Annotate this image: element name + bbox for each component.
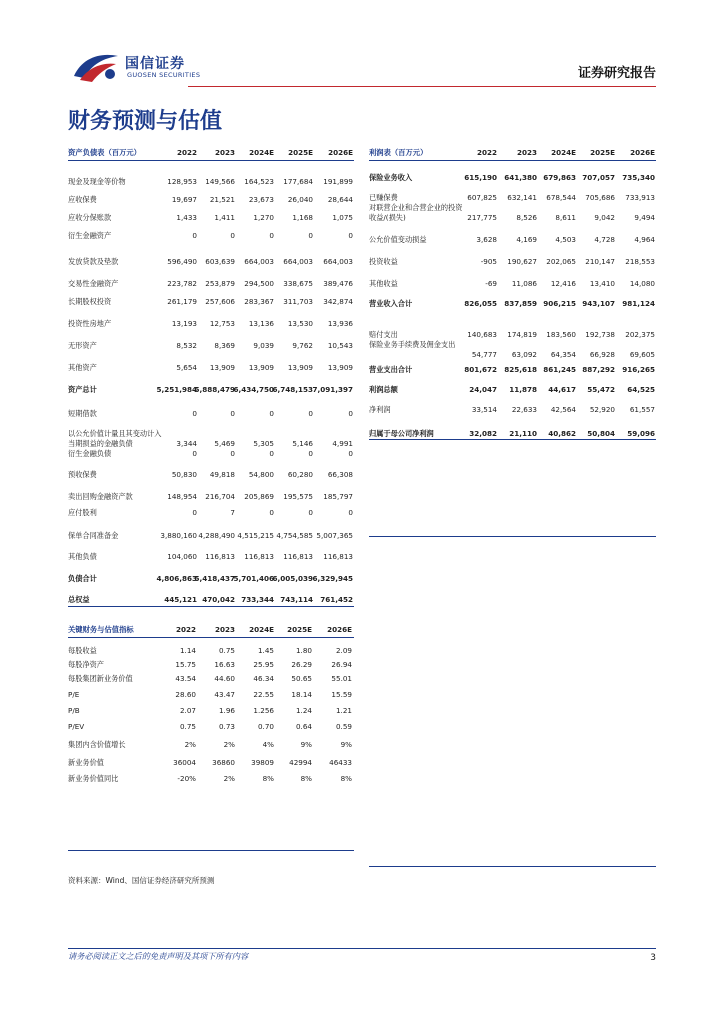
cell-value: 217,775 <box>467 213 497 222</box>
cell-value: 13,909 <box>287 363 313 372</box>
cell-value: 22,633 <box>511 405 537 414</box>
cell-value: 705,686 <box>585 193 615 202</box>
cell-value: 54,777 <box>471 350 497 359</box>
cell-value: 36004 <box>173 758 196 767</box>
cell-value: 66,928 <box>589 350 615 359</box>
row-label: 应收保费 <box>68 195 97 204</box>
cell-value: 861,245 <box>543 365 576 374</box>
cell-value: 6,748,153 <box>272 385 313 394</box>
cell-value: 3,344 <box>176 439 197 448</box>
year-header-2023: 2023 <box>214 148 235 157</box>
row-label: 投资收益 <box>369 257 398 266</box>
cell-value: 632,141 <box>507 193 537 202</box>
table-title: 关键财务与估值指标 <box>68 625 134 634</box>
cell-value: 223,782 <box>167 279 197 288</box>
cell-value: 2% <box>223 740 235 749</box>
cell-value: 1.256 <box>253 706 274 715</box>
cell-value: 23,673 <box>248 195 274 204</box>
cell-value: 0.75 <box>218 646 235 655</box>
cell-value: 0 <box>269 449 274 458</box>
cell-value: 733,344 <box>241 595 274 604</box>
cell-value: 1.21 <box>335 706 352 715</box>
cell-value: 906,215 <box>543 299 576 308</box>
cell-value: -69 <box>485 279 497 288</box>
row-label: 应收分保账款 <box>68 213 112 222</box>
cell-value: 8% <box>300 774 312 783</box>
cell-value: 4,169 <box>516 235 537 244</box>
right-column-bottom-rule <box>369 866 656 868</box>
cell-value: 13,909 <box>209 363 235 372</box>
row-label: 每股集团新业务价值 <box>68 674 133 683</box>
cell-value: 1.45 <box>257 646 274 655</box>
cell-value: 28.60 <box>175 690 196 699</box>
cell-value: 5,654 <box>176 363 197 372</box>
cell-value: 5,146 <box>292 439 313 448</box>
cell-value: 679,863 <box>543 173 576 182</box>
cell-value: 943,107 <box>582 299 615 308</box>
cell-value: 3,880,160 <box>160 531 197 540</box>
cell-value: 733,913 <box>625 193 655 202</box>
year-header-2026e: 2026E <box>630 148 655 157</box>
cell-value: 22.55 <box>253 690 274 699</box>
cell-value: 837,859 <box>504 299 537 308</box>
cell-value: 13,136 <box>248 319 274 328</box>
cell-value: 39809 <box>251 758 274 767</box>
table-bottom-rule <box>369 439 656 440</box>
year-header-2025e: 2025E <box>287 625 312 634</box>
cell-value: 283,367 <box>244 297 274 306</box>
cell-value: 61,557 <box>629 405 655 414</box>
cell-value: 0 <box>308 449 313 458</box>
cell-value: 664,003 <box>323 257 353 266</box>
cell-value: 0 <box>348 231 353 240</box>
cell-value: 13,410 <box>589 279 615 288</box>
cell-value: 641,380 <box>504 173 537 182</box>
cell-value: 342,874 <box>323 297 353 306</box>
row-label: 衍生金融资产 <box>68 231 112 240</box>
cell-value: 294,500 <box>244 279 274 288</box>
row-label: 净利润 <box>369 405 391 414</box>
cell-value: 59,096 <box>627 429 655 438</box>
cell-value: 0 <box>308 508 313 517</box>
cell-value: 202,375 <box>625 330 655 339</box>
year-header-2022: 2022 <box>175 625 196 634</box>
cell-value: 1.80 <box>295 646 312 655</box>
logo-chinese-name: 国信证券 <box>125 56 185 72</box>
cell-value: 4% <box>262 740 274 749</box>
cell-value: 4,288,490 <box>198 531 235 540</box>
table-header <box>68 147 354 161</box>
page-title: 财务预测与估值 <box>68 109 223 134</box>
cell-value: 52,920 <box>589 405 615 414</box>
cell-value: 916,265 <box>622 365 655 374</box>
cell-value: 36860 <box>212 758 235 767</box>
cell-value: 64,525 <box>627 385 655 394</box>
cell-value: 32,082 <box>469 429 497 438</box>
year-header-2024e: 2024E <box>249 148 274 157</box>
cell-value: 261,179 <box>167 297 197 306</box>
cell-value: 9,039 <box>253 341 274 350</box>
cell-value: 8% <box>262 774 274 783</box>
row-label: 保单合同准备金 <box>68 531 119 540</box>
cell-value: 1,270 <box>253 213 274 222</box>
year-header-2024e: 2024E <box>551 148 576 157</box>
row-label: 以公允价值计量且其变动计入当期损益的金融负债 <box>68 429 162 448</box>
cell-value: 0.59 <box>335 722 352 731</box>
cell-value: 0 <box>192 508 197 517</box>
row-label: 保险业务收入 <box>369 173 413 182</box>
cell-value: 190,627 <box>507 257 537 266</box>
cell-value: 15.59 <box>331 690 352 699</box>
row-label: 应付股利 <box>68 508 97 517</box>
cell-value: 3,628 <box>476 235 497 244</box>
cell-value: 1,433 <box>176 213 197 222</box>
cell-value: 13,909 <box>327 363 353 372</box>
row-label: 营业收入合计 <box>369 299 413 308</box>
cell-value: 607,825 <box>467 193 497 202</box>
cell-value: 11,878 <box>509 385 537 394</box>
cell-value: 0 <box>269 409 274 418</box>
cell-value: 8,369 <box>214 341 235 350</box>
year-header-2023: 2023 <box>214 625 235 634</box>
cell-value: 0 <box>348 508 353 517</box>
cell-value: 1,411 <box>214 213 235 222</box>
row-label: 负债合计 <box>68 574 97 583</box>
row-label: 新业务价值同比 <box>68 774 119 783</box>
cell-value: 4,991 <box>332 439 353 448</box>
cell-value: 1,168 <box>292 213 313 222</box>
cell-value: 735,340 <box>622 173 655 182</box>
cell-value: 50,830 <box>171 470 197 479</box>
row-label: 已赚保费 <box>369 193 398 202</box>
cell-value: 116,813 <box>205 552 235 561</box>
row-label: 集团内含价值增长 <box>68 740 126 749</box>
year-header-2022: 2022 <box>176 148 197 157</box>
cell-value: 218,553 <box>625 257 655 266</box>
cell-value: 55.01 <box>331 674 352 683</box>
cell-value: -20% <box>177 774 196 783</box>
cell-value: 4,964 <box>634 235 655 244</box>
cell-value: 8,526 <box>516 213 537 222</box>
cell-value: 116,813 <box>283 552 313 561</box>
cell-value: 116,813 <box>323 552 353 561</box>
cell-value: 64,354 <box>550 350 576 359</box>
cell-value: 6,434,750 <box>233 385 274 394</box>
cell-value: 18.14 <box>291 690 312 699</box>
cell-value: 0 <box>192 409 197 418</box>
row-label: 无形资产 <box>68 341 97 350</box>
cell-value: 8% <box>340 774 352 783</box>
row-label: 新业务价值 <box>68 758 104 767</box>
cell-value: 0.64 <box>295 722 312 731</box>
year-header-2023: 2023 <box>516 148 537 157</box>
cell-value: 4,503 <box>555 235 576 244</box>
balance-sheet-table <box>68 147 354 613</box>
cell-value: 761,452 <box>320 595 353 604</box>
cell-value: 1.14 <box>179 646 196 655</box>
cell-value: 44.60 <box>214 674 235 683</box>
row-label: 对联营企业和合营企业的投资收益/(损失) <box>369 203 463 222</box>
cell-value: 2.09 <box>335 646 352 655</box>
table-bottom-rule <box>68 850 354 851</box>
cell-value: 8,532 <box>176 341 197 350</box>
cell-value: 0 <box>192 231 197 240</box>
cell-value: 1,075 <box>332 213 353 222</box>
cell-value: 470,042 <box>202 595 235 604</box>
cell-value: 13,530 <box>287 319 313 328</box>
cell-value: 128,953 <box>167 177 197 186</box>
cell-value: 825,618 <box>504 365 537 374</box>
cell-value: 0 <box>348 449 353 458</box>
cell-value: 185,797 <box>323 492 353 501</box>
cell-value: 5,701,406 <box>233 574 274 583</box>
cell-value: 44,617 <box>548 385 576 394</box>
cell-value: 0 <box>230 231 235 240</box>
cell-value: 191,899 <box>323 177 353 186</box>
cell-value: 338,675 <box>283 279 313 288</box>
year-header-2026e: 2026E <box>327 625 352 634</box>
cell-value: 42,564 <box>550 405 576 414</box>
cell-value: 9,762 <box>292 341 313 350</box>
cell-value: 664,003 <box>283 257 313 266</box>
cell-value: 174,819 <box>507 330 537 339</box>
cell-value: 26.94 <box>331 660 352 669</box>
row-label: 资产总计 <box>68 385 97 394</box>
cell-value: 10,543 <box>327 341 353 350</box>
key-metrics-table <box>68 624 354 854</box>
page-number: 3 <box>650 953 656 963</box>
row-label: 其他资产 <box>68 363 97 372</box>
row-label: 归属于母公司净利润 <box>369 429 434 438</box>
cell-value: 12,753 <box>209 319 235 328</box>
income-statement-table <box>369 147 656 442</box>
cell-value: 9% <box>340 740 352 749</box>
cell-value: 14,080 <box>629 279 655 288</box>
cell-value: 195,575 <box>283 492 313 501</box>
cell-value: 28,644 <box>327 195 353 204</box>
row-label: 发放贷款及垫款 <box>68 257 119 266</box>
row-label: P/E <box>68 690 80 699</box>
cell-value: 49,818 <box>209 470 235 479</box>
cell-value: 9,494 <box>634 213 655 222</box>
cell-value: 164,523 <box>244 177 274 186</box>
cell-value: 69,605 <box>629 350 655 359</box>
row-label: 利润总额 <box>369 385 398 394</box>
cell-value: 0 <box>308 231 313 240</box>
cell-value: 0 <box>269 508 274 517</box>
cell-value: 5,888,479 <box>194 385 235 394</box>
cell-value: 596,490 <box>167 257 197 266</box>
row-label: 每股收益 <box>68 646 97 655</box>
cell-value: 603,639 <box>205 257 235 266</box>
cell-value: 12,416 <box>550 279 576 288</box>
cell-value: 0 <box>308 409 313 418</box>
cell-value: 21,110 <box>509 429 537 438</box>
row-label: 每股净资产 <box>68 660 104 669</box>
cell-value: 50.65 <box>291 674 312 683</box>
cell-value: 981,124 <box>622 299 655 308</box>
row-label: 交易性金融资产 <box>68 279 119 288</box>
row-label: 总权益 <box>68 595 90 604</box>
cell-value: 2% <box>223 774 235 783</box>
cell-value: 2.07 <box>179 706 196 715</box>
cell-value: 13,193 <box>171 319 197 328</box>
cell-value: 4,728 <box>594 235 615 244</box>
cell-value: 311,703 <box>283 297 313 306</box>
row-label: 赔付支出 <box>369 330 398 339</box>
cell-value: 1.96 <box>218 706 235 715</box>
cell-value: 140,683 <box>467 330 497 339</box>
cell-value: 743,114 <box>280 595 313 604</box>
row-label: 现金及现金等价物 <box>68 177 126 186</box>
row-label: P/EV <box>68 722 85 731</box>
row-label: P/B <box>68 706 80 715</box>
cell-value: 664,003 <box>244 257 274 266</box>
cell-value: 4,806,863 <box>156 574 197 583</box>
row-label: 卖出回购金融资产款 <box>68 492 133 501</box>
cell-value: 63,092 <box>511 350 537 359</box>
logo-english-name: GUOSEN SECURITIES <box>127 71 201 79</box>
cell-value: 257,606 <box>205 297 235 306</box>
cell-value: 216,704 <box>205 492 235 501</box>
cell-value: 4,515,215 <box>237 531 274 540</box>
guosen-logo-icon <box>70 50 122 84</box>
row-label: 公允价值变动损益 <box>369 235 427 244</box>
cell-value: 116,813 <box>244 552 274 561</box>
cell-value: 5,305 <box>253 439 274 448</box>
cell-value: 192,738 <box>585 330 615 339</box>
cell-value: 5,469 <box>214 439 235 448</box>
cell-value: 826,055 <box>464 299 497 308</box>
cell-value: 389,476 <box>323 279 353 288</box>
page-header <box>70 50 656 86</box>
footer-divider <box>68 948 656 949</box>
cell-value: 8,611 <box>555 213 576 222</box>
cell-value: 7,091,397 <box>312 385 353 394</box>
year-header-2025e: 2025E <box>590 148 615 157</box>
cell-value: 13,936 <box>327 319 353 328</box>
cell-value: 46433 <box>329 758 352 767</box>
cell-value: 4,754,585 <box>276 531 313 540</box>
cell-value: 9% <box>300 740 312 749</box>
row-label: 衍生金融负债 <box>68 449 112 458</box>
cell-value: 7 <box>230 508 235 517</box>
cell-value: 5,007,365 <box>316 531 353 540</box>
table-header <box>369 147 656 161</box>
cell-value: 707,057 <box>582 173 615 182</box>
cell-value: 0.70 <box>257 722 274 731</box>
cell-value: 205,869 <box>244 492 274 501</box>
row-label: 短期借款 <box>68 409 97 418</box>
cell-value: 0 <box>192 449 197 458</box>
row-label: 营业支出合计 <box>369 365 413 374</box>
cell-value: 66,308 <box>327 470 353 479</box>
cell-value: 177,684 <box>283 177 313 186</box>
income-statement-bottom-rule <box>369 536 656 538</box>
cell-value: 678,544 <box>546 193 576 202</box>
cell-value: 615,190 <box>464 173 497 182</box>
cell-value: 6,005,039 <box>272 574 313 583</box>
table-header <box>68 624 354 638</box>
row-label: 其他收益 <box>369 279 398 288</box>
cell-value: 24,047 <box>469 385 497 394</box>
table-title: 利润表（百万元） <box>369 148 428 157</box>
cell-value: 40,862 <box>548 429 576 438</box>
cell-value: 5,251,984 <box>156 385 197 394</box>
table-title: 资产负债表（百万元） <box>68 148 141 157</box>
cell-value: 0 <box>348 409 353 418</box>
table-bottom-rule <box>68 606 354 607</box>
cell-value: 887,292 <box>582 365 615 374</box>
cell-value: 43.47 <box>214 690 235 699</box>
cell-value: 0.73 <box>218 722 235 731</box>
cell-value: 445,121 <box>164 595 197 604</box>
row-label: 长期股权投资 <box>68 297 112 306</box>
cell-value: 33,514 <box>471 405 497 414</box>
year-header-2026e: 2026E <box>328 148 353 157</box>
cell-value: 0 <box>269 231 274 240</box>
year-header-2024e: 2024E <box>249 625 274 634</box>
cell-value: 1.24 <box>295 706 312 715</box>
row-label: 其他负债 <box>68 552 97 561</box>
cell-value: 9,042 <box>594 213 615 222</box>
year-header-2025e: 2025E <box>288 148 313 157</box>
year-header-2022: 2022 <box>476 148 497 157</box>
report-type-label: 证券研究报告 <box>577 66 656 81</box>
cell-value: 60,280 <box>287 470 313 479</box>
cell-value: 15.75 <box>175 660 196 669</box>
row-label: 投资性房地产 <box>68 319 112 328</box>
cell-value: 5,418,437 <box>194 574 235 583</box>
cell-value: 26.29 <box>291 660 312 669</box>
cell-value: 16.63 <box>214 660 235 669</box>
cell-value: 50,804 <box>587 429 615 438</box>
cell-value: 202,065 <box>546 257 576 266</box>
cell-value: 13,909 <box>248 363 274 372</box>
cell-value: 149,566 <box>205 177 235 186</box>
footer-disclaimer: 请务必阅读正文之后的免责声明及其项下所有内容 <box>68 951 249 961</box>
cell-value: 42994 <box>289 758 312 767</box>
cell-value: 183,560 <box>546 330 576 339</box>
cell-value: 43.54 <box>175 674 196 683</box>
cell-value: 0 <box>230 449 235 458</box>
source-note: 资料来源：Wind、国信证券经济研究所预测 <box>68 876 215 885</box>
cell-value: 19,697 <box>171 195 197 204</box>
cell-value: 46.34 <box>253 674 274 683</box>
cell-value: 54,800 <box>248 470 274 479</box>
cell-value: 210,147 <box>585 257 615 266</box>
cell-value: 253,879 <box>205 279 235 288</box>
cell-value: 55,472 <box>587 385 615 394</box>
cell-value: 0 <box>230 409 235 418</box>
row-label: 预收保费 <box>68 470 97 479</box>
cell-value: 104,060 <box>167 552 197 561</box>
cell-value: 2% <box>184 740 196 749</box>
cell-value: 6,329,945 <box>312 574 353 583</box>
cell-value: 801,672 <box>464 365 497 374</box>
cell-value: 0.75 <box>179 722 196 731</box>
row-label: 保险业务手续费及佣金支出 <box>369 340 456 349</box>
cell-value: 148,954 <box>167 492 197 501</box>
cell-value: 25.95 <box>253 660 274 669</box>
cell-value: 11,086 <box>511 279 537 288</box>
cell-value: 21,521 <box>209 195 235 204</box>
cell-value: -905 <box>480 257 497 266</box>
header-divider <box>188 86 656 87</box>
cell-value: 26,040 <box>287 195 313 204</box>
